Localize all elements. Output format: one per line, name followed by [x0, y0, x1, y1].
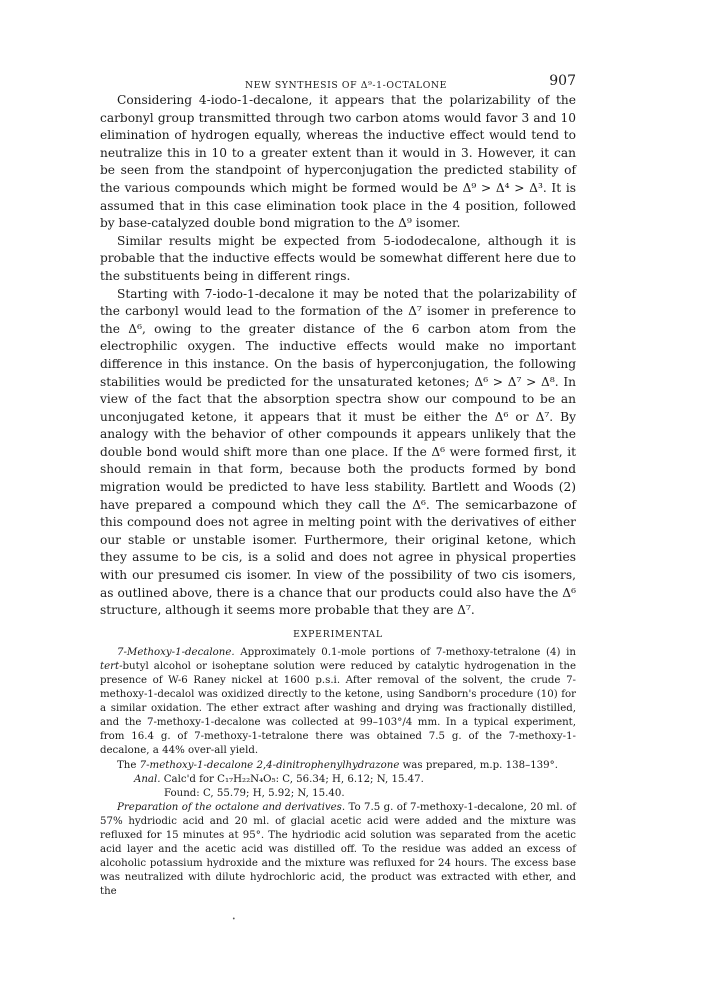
- page-number: 907: [549, 73, 576, 89]
- experimental-section: [100, 646, 576, 900]
- experimental-paragraph: The 7-methoxy-1-decalone 2,4-dinitrophenylhydrazone was prepared, m.p. 138–139°.: [117, 759, 558, 771]
- body-text: [100, 92, 576, 620]
- body-paragraph: Starting with 7-iodo-1-decalone it may be noted that the polarizability of the carbonyl would lead to the formation of the Δ⁷ isomer in preference to the Δ⁶, owing to the greater distance of the 6 carbon atom from the electrophilic oxygen. The inductive effects would make no important difference in this instance. On the basis of hyperconjugation, the following stabilities would be predicted for the unsaturated ketones; Δ⁶ > Δ⁷ > Δ⁸. In view of the fact that the absorption spectra show our compound to be an unconjugated ketone, it appears that it must be either the Δ⁶ or Δ⁷. By analogy with the behavior of other compounds it appears unlikely that the double bond would shift more than one place. If the Δ⁶ were formed first, it should remain in that form, because both the products formed by bond migration would be predicted to have less stability. Bartlett and Woods (2) have prepared a compound which they call the Δ⁶. The semicarbazone of this compound does not agree in melting point with the derivatives of either our stable or unstable isomer. Furthermore, their original ketone, which they assume to be cis, is a solid and does not agree in physical properties with our presumed cis isomer. In view of the possibility of two cis isomers, as outlined above, there is a chance that our products could also have the Δ⁶ structure, although it seems more probable that they are Δ⁷.: [100, 286, 576, 618]
- footer-dot: •: [232, 916, 236, 923]
- body-paragraph: Considering 4-iodo-1-decalone, it appears that the polarizability of the carbonyl group transmitted through two carbon atoms would favor 3 and 10 elimination of hydrogen equally, whereas the inductive effect would tend to neutralize this in 10 to a greater extent than it would in 3. However, it can be seen from the standpoint of hyperconjugation the predicted stability of the various compounds which might be formed would be Δ⁹ > Δ⁴ > Δ³. It is assumed that in this case elimination took place in the 4 position, followed by base-catalyzed double bond migration to the Δ⁹ isomer.: [100, 93, 576, 231]
- analysis-calculated: Anal. Calc'd for C₁₇H₂₂N₄O₅: C, 56.34; H, 6.12; N, 15.47.: [134, 773, 424, 785]
- paragraph-title: Preparation of the octalone and derivatives.: [117, 801, 346, 813]
- experimental-paragraph: Preparation of the octalone and derivatives. To 7.5 g. of 7-methoxy-1-decalone, 20 ml. of 57% hydriodic acid and 20 ml. of glacial acetic acid were added and the mixture was refluxed for 15 minutes at 95°. The hydriodic acid solution was separated from the acetic acid layer and the acetic acid was distilled off. To the residue was added an excess of alcoholic potassium hydroxide and the mixture was refluxed for 24 hours. The excess base was neutralized with dilute hydrochloric acid, the product was extracted with ether, and the: [100, 801, 576, 898]
- running-header: [100, 70, 576, 92]
- body-paragraph: Similar results might be expected from 5-iododecalone, although it is probable that the inductive effects would be somewhat different here due to the substituents being in different rings.: [100, 233, 576, 283]
- section-heading-experimental: EXPERIMENTAL: [293, 628, 383, 640]
- analysis-label: Anal.: [134, 773, 161, 785]
- compound-name: 7-methoxy-1-decalone 2,4-dinitrophenylhydrazone: [139, 759, 400, 771]
- paragraph-title: 7-Methoxy-1-decalone.: [117, 646, 235, 658]
- journal-page: [100, 70, 576, 900]
- running-title: NEW SYNTHESIS OF Δ⁹-1-OCTALONE: [245, 80, 448, 91]
- analysis-found: Found: C, 55.79; H, 5.92; N, 15.40.: [164, 787, 345, 799]
- experimental-paragraph: 7-Methoxy-1-decalone. Approximately 0.1-mole portions of 7-methoxy-tetralone (4) in tert-butyl alcohol or isoheptane solution were reduced by catalytic hydrogenation in the presence of W-6 Raney nickel at 1600 p.s.i. After removal of the solvent, the crude 7-methoxy-1-decalol was oxidized directly to the ketone, using Sandborn's procedure (10) for a similar oxidation. The ether extract after washing and drying was fractionally distilled, and the 7-methoxy-1-decalone was collected at 99–103°/4 mm. In a typical experiment, from 16.4 g. of 7-methoxy-1-tetralone there was obtained 7.5 g. of the 7-methoxy-1-decalone, a 44% over-all yield.: [100, 646, 576, 757]
